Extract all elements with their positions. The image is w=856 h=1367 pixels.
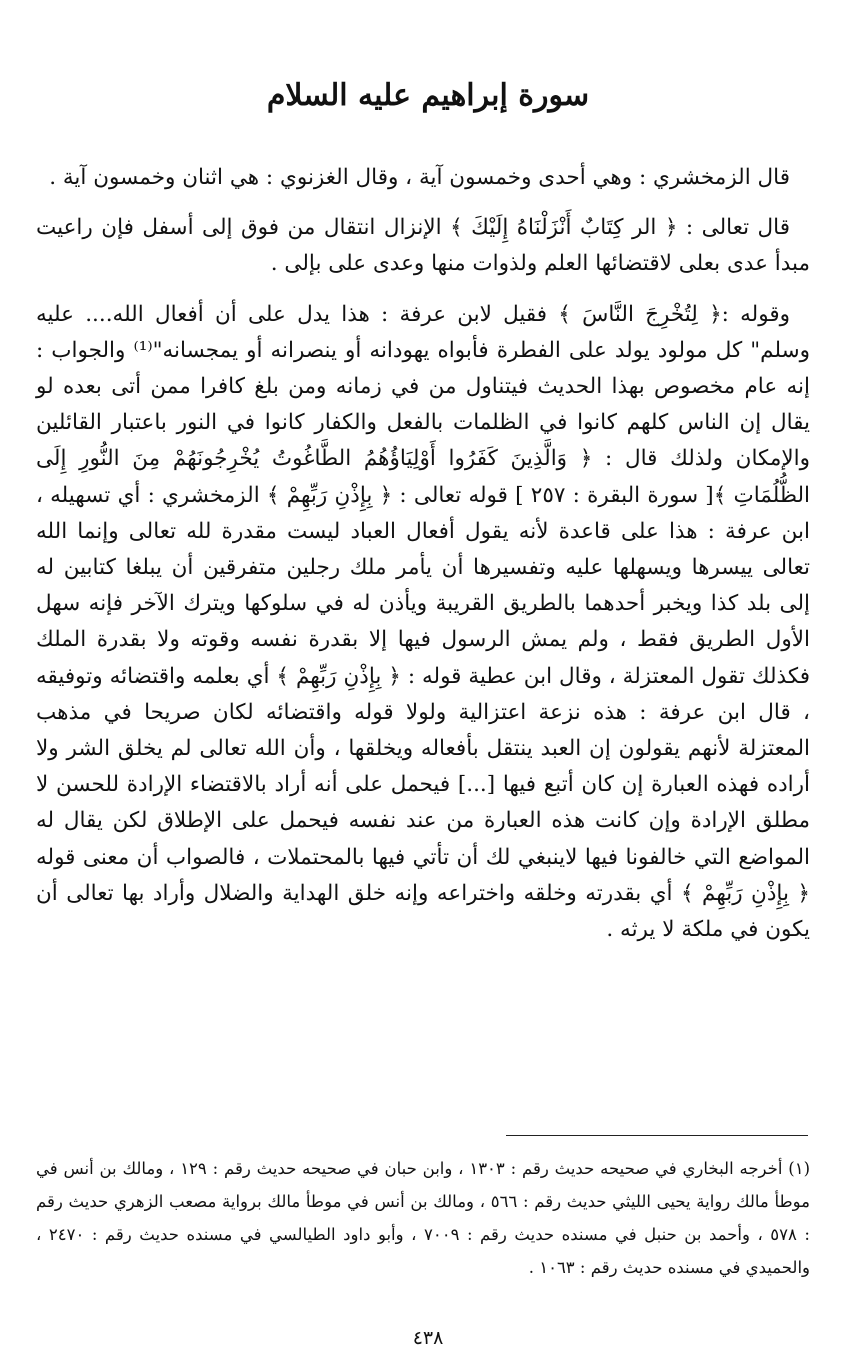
paragraph-commentary: وقوله :﴿ لِتُخْرِجَ النَّاسَ ﴾ فقيل لابن عرفة : هذا يدل على أن أفعال الله.... عليه وسلم" كل مولود يولد على الفطرة فأبواه يهودانه أو ينصرانه أو يمجسانه"⁽¹⁾ والجواب : إنه عام مخصوص بهذا الحديث فيتناول من في زمانه ومن بلغ كافرا ممن أتى بعده لو يقال إن الناس كلهم كانوا في الظلمات بالفعل والكفار كانوا في النور باعتبار القائلين والإمكان ولذلك قال : ﴿ وَالَّذِينَ كَفَرُوا أَوْلِيَاؤُهُمُ الطَّاغُوتُ يُخْرِجُونَهُمْ مِنَ النُّورِ إِلَى الظُّلُمَاتِ ﴾[ سورة البقرة : ٢٥٧ ] قوله تعالى : ﴿ بِإِذْنِ رَبِّهِمْ ﴾ الزمخشري : أي تسهيله ، ابن عرفة : هذا على قاعدة لأنه يقول أفعال العباد ليست مقدرة لله تعالى وإنما الله تعالى ييسرها ويسهلها عليه وتفسيرها أن يأمر ملك رجلين متفرقين أن يبلغا كتابين له إلى بلد كذا ويخبر أحدهما بالطريق القريبة ويأذن له في سلوكها ويترك الآخر فإنه سهل الأول الطريق فقط ، ولم يمش الرسول فيها إلا بقدرة نفسه وقوته ولا بقدرة الملك فكذلك تقول المعتزلة ، وقال ابن عطية قوله : ﴿ بِإِذْنِ رَبِّهِمْ ﴾ أي بعلمه واقتضائه وتوفيقه ، قال ابن عرفة : هذه نزعة اعتزالية ولولا قوله واقتضائه لكان صريحا في مذهب المعتزلة لأنهم يقولون إن العبد ينتقل بأفعاله ويخلقها ، وأن الله تعالى لم يخلق الشر ولا أراده فهذه العبارة إن كان أتبع فيها [...] فيحمل على أنه أراد بالاقتضاء الإرادة للحسن لا مطلق الإرادة وإن كانت هذه العبارة من عند نفسه فيحمل على الإطلاق لكن يقال له المواضع التي خالفونا فيها لاينبغي لك أن تأتي فيها بالمحتملات ، فالصواب أن معنى قوله ﴿ بِإِذْنِ رَبِّهِمْ ﴾ أي بقدرته وخلقه واختراعه وإنه خلق الهداية والضلال وأراد بها تعالى أن يكون في ملكة لا يرثه . xyxy=(36,301,810,943)
main-text xyxy=(36,160,810,962)
paragraph-intro: قال الزمخشري : وهي أحدى وخمسون آية ، وقال الغزنوي : هي اثنان وخمسون آية . xyxy=(49,165,790,190)
page-title: سورة إبراهيم عليه السلام xyxy=(266,78,590,113)
footnote: (١) أخرجه البخاري في صحيحه حديث رقم : ١٣٠٣ ، وابن حبان في صحيحه حديث رقم : ١٢٩ ، ومالك بن أنس في موطأ مالك رواية يحيى الليثي حديث رقم : ٥٦٦ ، ومالك بن أنس في موطأ مالك برواية مصعب الزهري حديث رقم : ٥٧٨ ، وأحمد بن حنبل في مسنده حديث رقم : ٧٠٠٩ ، وأبو داود الطيالسي في مسنده حديث رقم : ٢٤٧٠ ، والحميدي في مسنده حديث رقم : ١٠٦٣ . xyxy=(36,1159,810,1277)
page-number: ٤٣٨ xyxy=(412,1327,444,1349)
footnote-separator xyxy=(506,1135,808,1136)
paragraph-verse-1: قال تعالى : ﴿ الر كِتَابٌ أَنْزَلْنَاهُ إِلَيْكَ ﴾ الإنزال انتقال من فوق إلى أسفل فإن راعيت مبدأ عدى بعلى لاقتضائها العلم ولذوات منها وعدى على بإلى . xyxy=(36,215,810,277)
